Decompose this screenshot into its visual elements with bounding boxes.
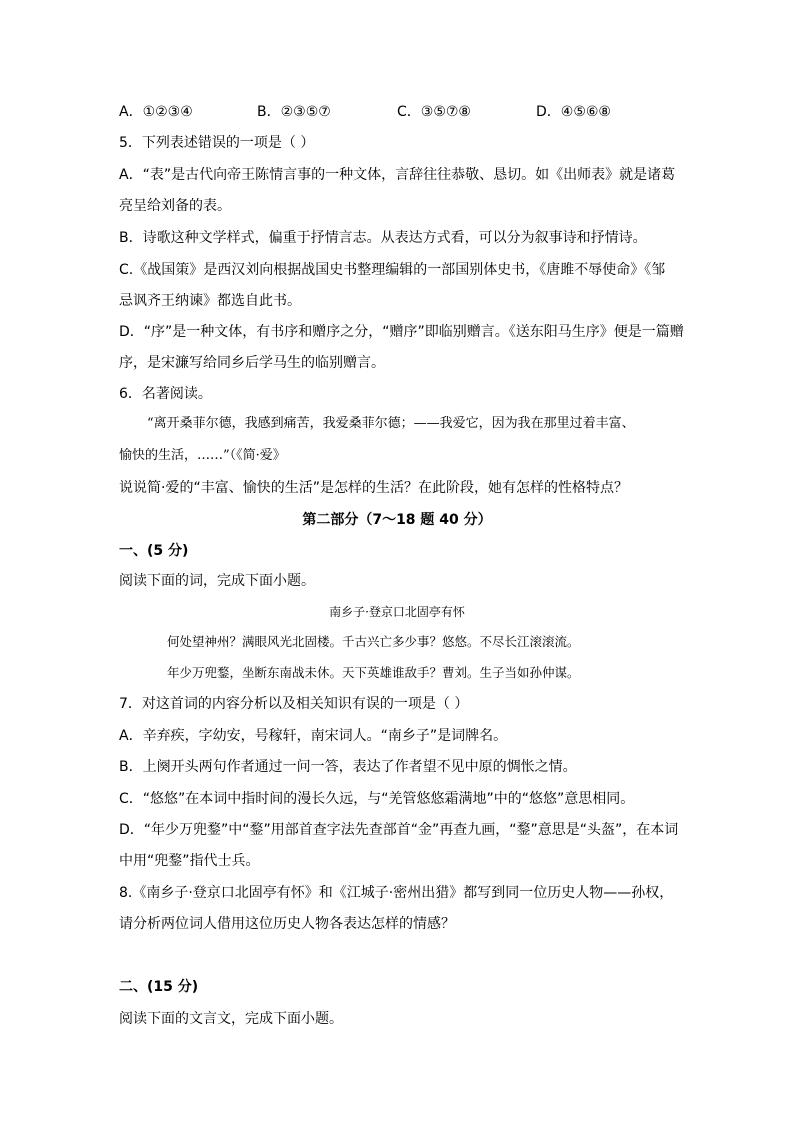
section1-intro: 阅读下面的词，完成下面小题。 (119, 573, 315, 589)
q6-question: 说说简·爱的“丰富、愉快的生活”是怎样的生活？在此阶段，她有怎样的性格特点？ (119, 480, 628, 496)
q5-option-a-line1: A．“表”是古代向帝王陈情言事的一种文体，言辞往往恭敬、恳切。如《出师表》就是诸葛 (119, 167, 676, 183)
q6-quote-line1: “离开桑菲尔德，我感到痛苦，我爱桑菲尔德；——我爱它，因为我在那里过着丰富、 (147, 416, 635, 431)
q4-option-a: A．①②③④ (119, 104, 193, 120)
q4-option-d: D．④⑤⑥⑧ (536, 104, 611, 120)
q6-quote-line2: 愉快的生活，……”（《简·爱》 (119, 448, 286, 463)
q4-option-c: C．③⑤⑦⑧ (397, 104, 471, 120)
q7-option-d-line1: D．“年少万兜鍪”中“鍪”用部首查字法先查部首“金”再查九画，“鍪”意思是“头盔”，在本词 (119, 822, 679, 838)
q7-option-c: C．“悠悠”在本词中指时间的漫长久远，与“羌管悠悠霜满地”中的“悠悠”意思相同。 (119, 791, 635, 807)
poem-title: 南乡子·登京口北固亭有怀 (329, 605, 465, 619)
q5-option-c-line2: 忌讽齐王纳谏》都选自此书。 (119, 293, 301, 309)
q5-option-b: B．诗歌这种文学样式，偏重于抒情言志。从表达方式看，可以分为叙事诗和抒情诗。 (119, 230, 647, 246)
q8-line1: 8.《南乡子·登京口北固亭有怀》和《江城子·密州出猎》都写到同一位历史人物——孙权， (119, 885, 674, 901)
q8-line2: 请分析两位词人借用这位历史人物各表达怎样的情感？ (119, 916, 455, 932)
q7-option-b: B．上阕开头两句作者通过一问一答，表达了作者望不见中原的惆怅之情。 (119, 759, 577, 775)
q4-option-b: B．②③⑤⑦ (257, 104, 331, 120)
q5-option-d-line1: D．“序”是一种文体，有书序和赠序之分，“赠序”即临别赠言。《送东阳马生序》便是一篇赠 (119, 324, 684, 340)
q5-stem: 5．下列表述错误的一项是（ ） (119, 135, 315, 151)
poem-line2: 年少万兜鍪，坐断东南战未休。天下英雄谁敌手？曹刘。生子当如孙仲谋。 (167, 665, 580, 680)
q5-option-d-line2: 序，是宋濂写给同乡后学马生的临别赠言。 (119, 355, 385, 371)
q6-stem: 6．名著阅读。 (119, 386, 212, 402)
section2-heading: 二、(15 分) (119, 979, 199, 995)
q7-option-d-line2: 中用“兜鍪”指代士兵。 (119, 853, 260, 869)
poem-line1: 何处望神州？满眼风光北固楼。千古兴亡多少事？悠悠。不尽长江滚滚流。 (167, 634, 580, 649)
q5-option-a-line2: 亮呈给刘备的表。 (119, 198, 231, 214)
q7-stem: 7．对这首词的内容分析以及相关知识有误的一项是（ ） (119, 696, 469, 712)
section2-intro: 阅读下面的文言文，完成下面小题。 (119, 1011, 343, 1027)
q5-option-c-line1: C.《战国策》是西汉刘向根据战国史书整理编辑的一部国别体史书，《唐雎不辱使命》《邹 (119, 262, 666, 278)
section1-heading: 一、(5 分) (119, 543, 189, 559)
part2-title: 第二部分（7～18 题 40 分） (302, 512, 492, 528)
q7-option-a: A．辛弃疾，字幼安，号稼轩，南宋词人。“南乡子”是词牌名。 (119, 728, 508, 744)
